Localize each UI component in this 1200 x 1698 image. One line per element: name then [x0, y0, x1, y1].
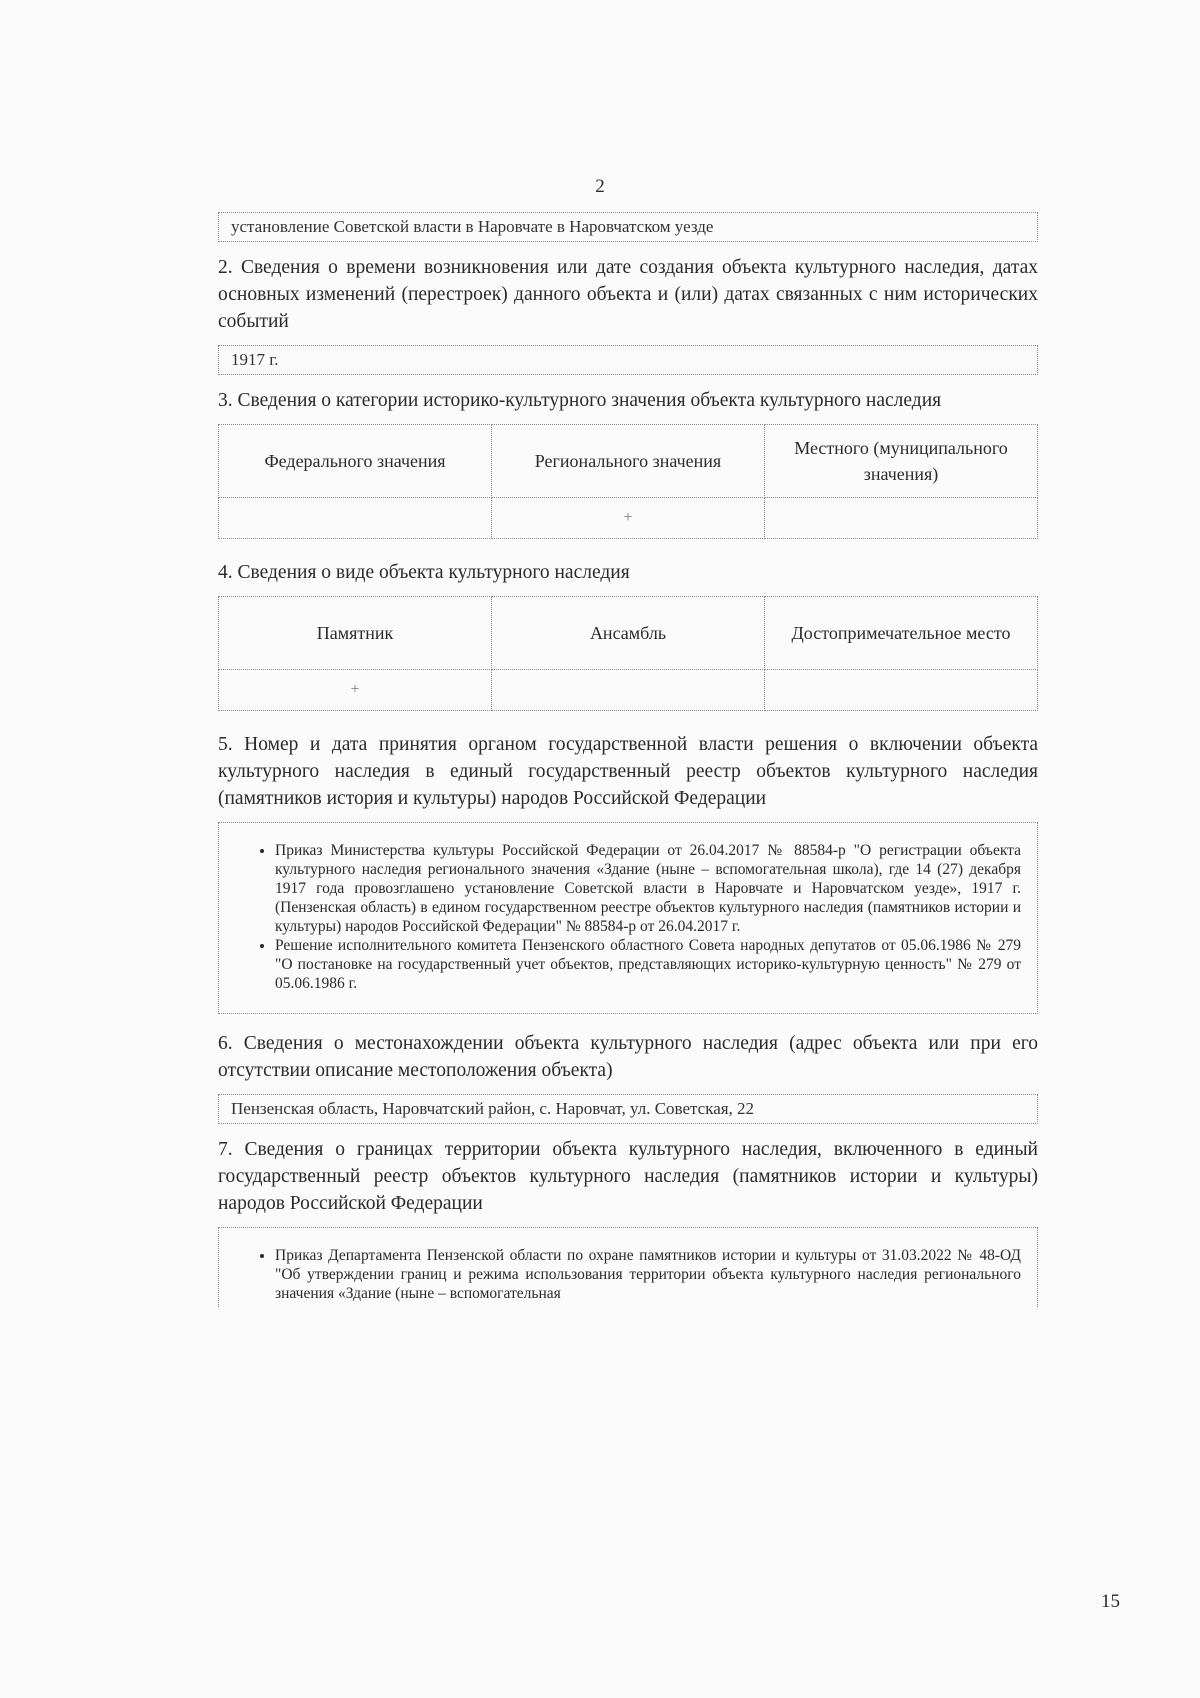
type-landmark-header: Достопримечательное место [765, 597, 1038, 670]
category-federal-header: Федерального значения [219, 425, 492, 498]
section4-heading: 4. Сведения о виде объекта культурного наследия [218, 562, 630, 583]
section7-boundaries-list [253, 1246, 1021, 1303]
type-monument-mark: + [219, 670, 492, 711]
type-monument-header: Памятник [219, 597, 492, 670]
category-regional-header: Регионального значения [492, 425, 765, 498]
section3-category-table [218, 424, 1038, 539]
section6-address-box: Пензенская область, Наровчатский район, с. Наровчат, ул. Советская, 22 [218, 1094, 1038, 1124]
list-item: • Приказ Министерства культуры Российской Федерации от 26.04.2017 № 88584-р "О регистрации объекта культурного наследия регионального значения «Здание (ныне – вспомогательная школа), где 14 (27) декабря 1917 года провозглашено установление Советской власти в Наровчате и Наровчатском уезде», 1917 г. (Пензенская область) в едином государственном реестре объектов культурного наследия (памятников истории и культуры) народов Российской Федерации" № 88584-р от 26.04.2017 г. [275, 841, 1021, 936]
section7-boundaries-box [218, 1227, 1038, 1307]
section2-heading: 2. Сведения о времени возникновения или дате создания объекта культурного наследия, датах основных изменений (перестроек) данного объекта и (или) датах связанных с ним исторических событий [218, 257, 1038, 332]
page-number-top: 2 [595, 176, 605, 197]
category-federal-mark [219, 498, 492, 539]
type-ensemble-header: Ансамбль [492, 597, 765, 670]
section5-decisions-box [218, 822, 1038, 1014]
list-item: • Приказ Департамента Пензенской области по охране памятников истории и культуры от 31.03.2022 № 48-ОД "Об утверждении границ и режима использования территории объекта культурного наследия регионального значения «Здание (ныне – вспомогательная [275, 1246, 1021, 1303]
section2-value-box: 1917 г. [218, 345, 1038, 375]
section5-decisions-list [253, 841, 1021, 993]
section6-heading: 6. Сведения о местонахождении объекта культурного наследия (адрес объекта или при его отсутствии описание местоположения объекта) [218, 1033, 1038, 1081]
category-local-header: Местного (муниципального значения) [765, 425, 1038, 498]
section5-heading: 5. Номер и дата принятия органом государственной власти решения о включении объекта культурного наследия в единый государственный реестр объектов культурного наследия (памятников история и культуры) народов Российской Федерации [218, 734, 1038, 809]
type-landmark-mark [765, 670, 1038, 711]
page-number-bottom: 15 [1101, 1591, 1120, 1612]
section7-heading: 7. Сведения о границах территории объекта культурного наследия, включенного в единый государственный реестр объектов культурного наследия (памятников истории и культуры) народов Российской Федерации [218, 1139, 1038, 1214]
category-regional-mark: + [492, 498, 765, 539]
continued-text-box: установление Советской власти в Наровчате в Наровчатском уезде [218, 212, 1038, 242]
category-local-mark [765, 498, 1038, 539]
section3-heading: 3. Сведения о категории историко-культурного значения объекта культурного наследия [218, 390, 942, 411]
document-body [218, 212, 1038, 1323]
list-item: • Решение исполнительного комитета Пензенского областного Совета народных депутатов от 05.06.1986 № 279 "О постановке на государственный учет объектов, представляющих историко-культурную ценность" № 279 от 05.06.1986 г. [275, 936, 1021, 993]
type-ensemble-mark [492, 670, 765, 711]
section4-type-table [218, 596, 1038, 711]
